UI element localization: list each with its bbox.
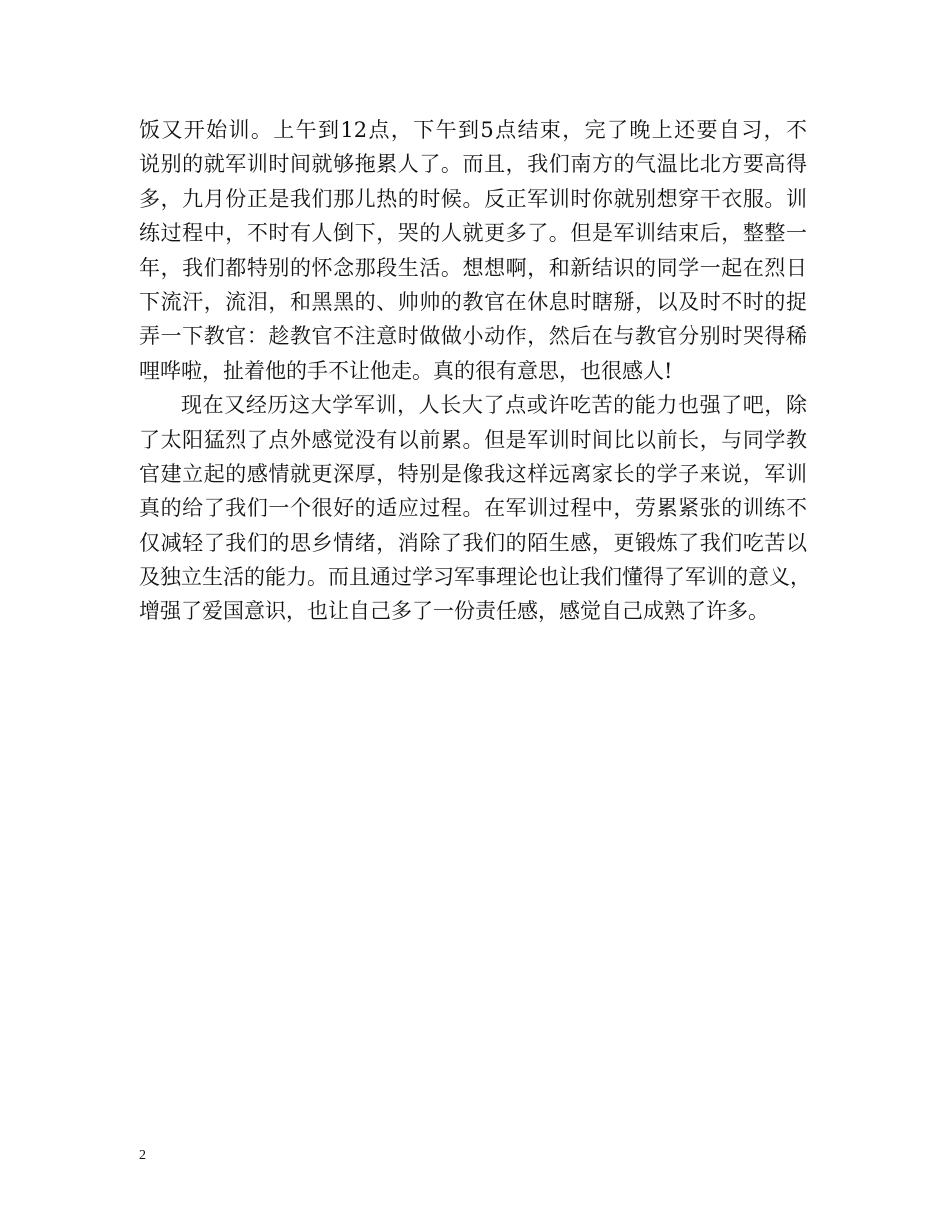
text-line: 仅减轻了我们的思乡情绪，消除了我们的陌生感，更锻炼了我们吃苦以 bbox=[139, 530, 807, 555]
text-line: 及独立生活的能力。而且通过学习军事理论也让我们懂得了军训的意义， bbox=[139, 565, 811, 590]
paragraph-2 bbox=[139, 388, 811, 629]
text-line: 多，九月份正是我们那儿热的时候。反正军训时你就别想穿干衣服。训 bbox=[139, 186, 807, 211]
text-line: 饭又开始训。上午到12点，下午到5点结束，完了晚上还要自习，不 bbox=[139, 118, 807, 142]
text-line: 哩哗啦，扯着他的手不让他走。真的很有意思，也很感人! bbox=[139, 358, 673, 383]
text-line: 了太阳猛烈了点外感觉没有以前累。但是军训时间比以前长，与同学教 bbox=[139, 427, 807, 452]
paragraph-1 bbox=[139, 113, 807, 388]
text-line: 练过程中，不时有人倒下，哭的人就更多了。但是军训结束后，整整一 bbox=[139, 221, 807, 246]
page-number: 2 bbox=[139, 1148, 146, 1163]
text-line: 下流汗，流泪，和黑黑的、帅帅的教官在休息时瞎掰，以及时不时的捉 bbox=[139, 289, 807, 314]
document-body bbox=[139, 113, 811, 629]
text-line: 真的给了我们一个很好的适应过程。在军训过程中，劳累紧张的训练不 bbox=[139, 496, 807, 521]
text-line: 年，我们都特别的怀念那段生活。想想啊，和新结识的同学一起在烈日 bbox=[139, 255, 807, 280]
text-line: 官建立起的感情就更深厚，特别是像我这样远离家长的学子来说，军训 bbox=[139, 461, 807, 486]
text-line: 增强了爱国意识，也让自己多了一份责任感，感觉自己成熟了许多。 bbox=[139, 599, 769, 624]
text-line: 弄一下教官：趁教官不注意时做做小动作，然后在与教官分别时哭得稀 bbox=[139, 324, 807, 349]
text-line: 说别的就军训时间就够拖累人了。而且，我们南方的气温比北方要高得 bbox=[139, 152, 807, 177]
text-line: 现在又经历这大学军训，人长大了点或许吃苦的能力也强了吧，除 bbox=[181, 393, 807, 418]
